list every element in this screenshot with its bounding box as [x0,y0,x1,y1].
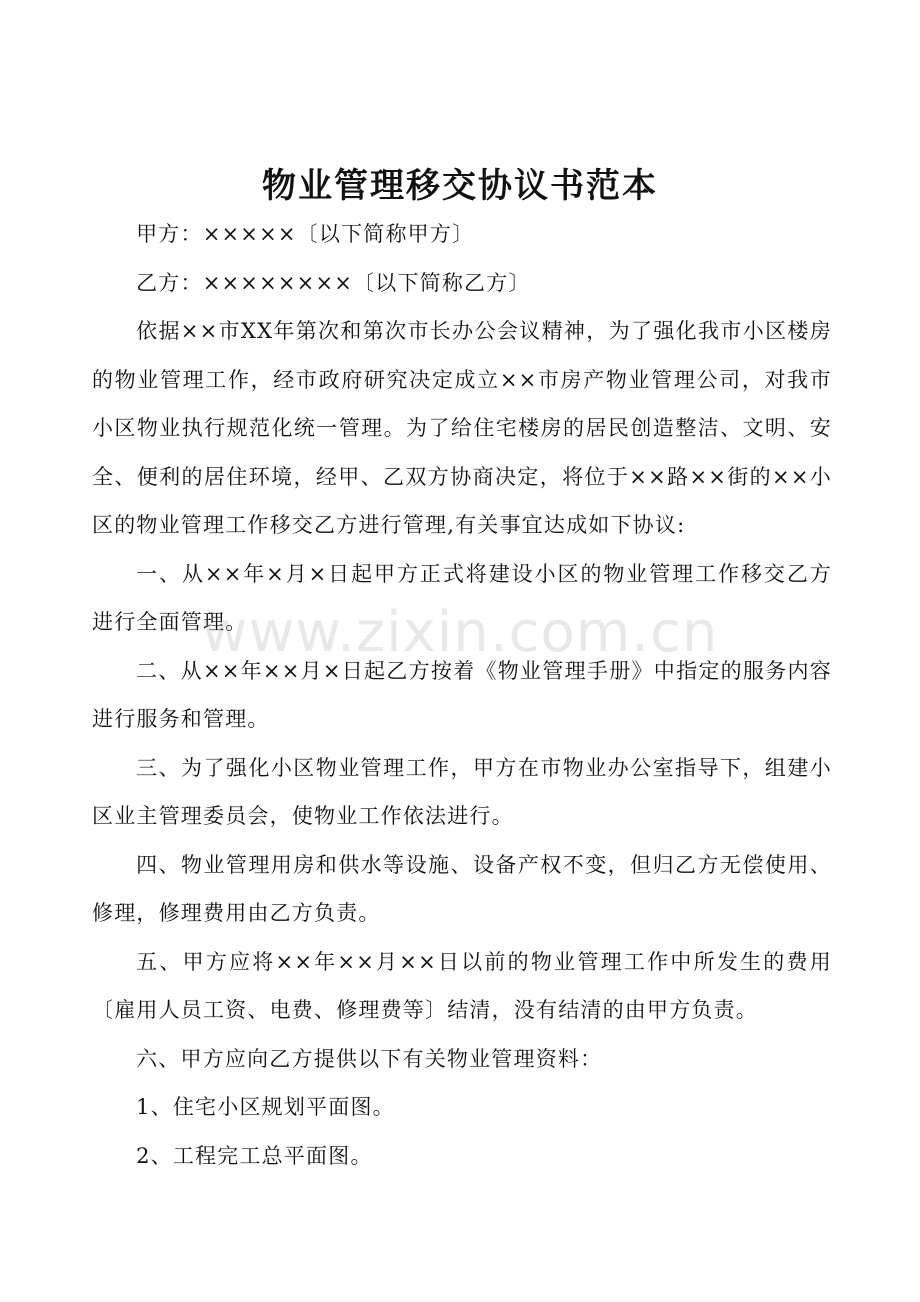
document-title: 物业管理移交协议书范本 [262,166,658,206]
clause-6: 六、甲方应向乙方提供以下有关物业管理资料： [136,1046,603,1071]
clause-4: 四、物业管理用房和供水等设施、设备产权不变，但归乙方无偿使用、修理，修理费用由乙方负责。 [92,852,832,925]
document-body [92,210,832,1180]
preamble-paragraph: 依据××市XX年第次和第次市长办公会议精神，为了强化我市小区楼房的物业管理工作，经市政府研究决定成立××市房产物业管理公司，对我市小区物业执行规范化统一管理。为了给住宅楼房的居民创造整洁、文明、安全、便利的居住环境，经甲、乙双方协商决定，将位于××路××街的××小区的物业管理工作移交乙方进行管理,有关事宜达成如下协议: [92,319,832,537]
party-b-line: 乙方：××××××××〔以下简称乙方〕 [136,270,531,295]
list-item-2: 2、工程完工总平面图。 [136,1143,373,1168]
clause-1: 一、从××年×月×日起甲方正式将建设小区的物业管理工作移交乙方进行全面管理。 [92,561,832,634]
list-item-1: 1、住宅小区规划平面图。 [136,1095,395,1119]
party-a-line: 甲方：×××××〔以下简称甲方〕 [136,222,475,246]
clause-3: 三、为了强化小区物业管理工作，甲方在市物业办公室指导下，组建小区业主管理委员会，使物业工作依法进行。 [92,755,832,828]
clause-5: 五、甲方应将××年××月××日以前的物业管理工作中所发生的费用〔雇用人员工资、电费、修理费等〕结清，没有结清的由甲方负责。 [92,949,832,1022]
clause-2: 二、从××年××月×日起乙方按着《物业管理手册》中指定的服务内容进行服务和管理。 [92,658,832,731]
watermark: www.zixin.com.cn [201,600,719,665]
